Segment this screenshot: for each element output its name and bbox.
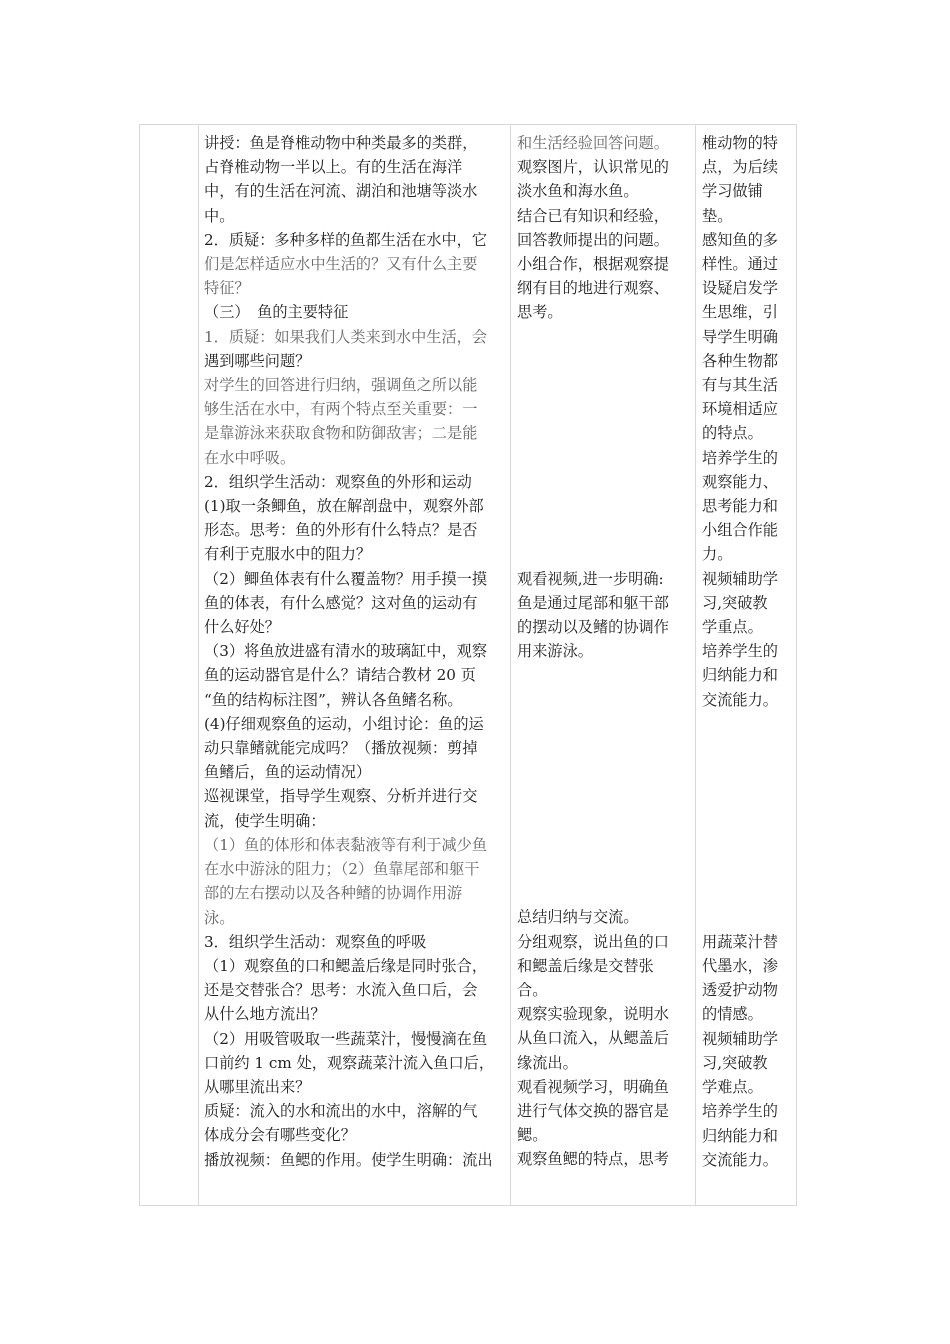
intent-text-line: 学难点。 <box>702 1078 763 1097</box>
intent-text-line: 培养学生的 <box>702 1102 778 1121</box>
intent-text-line: 用蔬菜汁替 <box>702 932 778 951</box>
teacher-text-line: 流，使学生明确： <box>204 811 326 830</box>
intent-text-line: 点，为后续 <box>702 158 778 177</box>
intent-text-line: 感知鱼的多 <box>702 230 778 249</box>
student-text-line: 鱼是通过尾部和躯干部 <box>517 593 669 612</box>
teacher-text-line: 动只靠鳍就能完成吗？（播放视频：剪掉 <box>204 739 478 758</box>
intent-text-line: 设疑启发学 <box>702 279 778 298</box>
design-intent-column <box>702 125 798 1205</box>
student-text-line: 合。 <box>517 981 548 1000</box>
student-text-line: 从鱼口流入，从鳃盖后 <box>517 1029 669 1048</box>
teacher-text-line: 1．质疑：如果我们人类来到水中生活，会 <box>204 327 488 346</box>
student-text-line: 和生活经验回答问题。 <box>517 134 669 152</box>
student-text-line: 观察实验现象，说明水 <box>517 1005 669 1024</box>
student-activity-block-3 <box>517 905 695 1171</box>
intent-text-line: 习,突破教 <box>702 1053 768 1072</box>
intent-text-line: 习,突破教 <box>702 593 768 612</box>
student-text-line: 观看视频,进一步明确: <box>517 569 664 588</box>
teacher-text-line: （1）鱼的体形和体表黏液等有利于减少鱼 <box>204 835 488 854</box>
teacher-text-line: 3．组织学生活动：观察鱼的呼吸 <box>204 932 427 951</box>
teacher-text-line: 泳。 <box>204 908 235 927</box>
teacher-text-line: 从哪里流出来？ <box>204 1077 311 1096</box>
intent-text-line: 视频辅助学 <box>702 569 778 588</box>
intent-text-line: 有与其生活 <box>702 376 778 395</box>
student-activity-block-1 <box>517 131 695 325</box>
teacher-text-line: 还是交替张合？思考：水流入鱼口后，会 <box>204 981 478 1000</box>
intent-text-line: 培养学生的 <box>702 642 778 661</box>
student-text-line: 观看视频学习，明确鱼 <box>517 1077 669 1096</box>
teacher-activity-text <box>204 131 510 1172</box>
intent-text-line: 生思维，引 <box>702 303 778 322</box>
teacher-text-line: 中。 <box>204 206 235 225</box>
column-divider <box>198 125 199 1205</box>
teacher-text-line: 鱼的运动器官是什么？请结合教材 20 页 <box>204 666 476 685</box>
student-text-line: 和鳃盖后缘是交替张 <box>517 956 654 975</box>
teacher-text-line: 讲授：鱼是脊椎动物中种类最多的类群， <box>204 134 478 152</box>
teacher-text-line: 形态。思考：鱼的外形有什么特点？是否 <box>204 521 478 540</box>
student-text-line: 纲有目的地进行观察、 <box>517 279 669 298</box>
intent-text-line: 透爱护动物 <box>702 981 778 1000</box>
intent-text-line: 视频辅助学 <box>702 1029 778 1048</box>
column-divider <box>510 125 511 1205</box>
intent-text-line: 垫。 <box>702 206 733 225</box>
student-text-line: 观察图片，认识常见的 <box>517 158 669 177</box>
teacher-text-line: （2）用吸管吸取一些蔬菜汁，慢慢滴在鱼 <box>204 1029 488 1048</box>
design-intent-block-1 <box>702 131 798 712</box>
intent-text-line: 交流能力。 <box>702 690 778 709</box>
teacher-text-line: 够生活在水中，有两个特点至关重要：一 <box>204 400 478 419</box>
intent-text-line: 培养学生的 <box>702 448 778 467</box>
intent-text-line: 学重点。 <box>702 618 763 637</box>
teacher-text-line: 特征？ <box>204 279 250 298</box>
intent-text-line: 导学生明确 <box>702 327 778 346</box>
intent-text-line: 的特点。 <box>702 424 763 443</box>
student-text-line: 进行气体交换的器官是 <box>517 1102 669 1121</box>
design-intent-block-2 <box>702 930 798 1172</box>
teacher-text-line: 在水中游泳的阻力；（2）鱼靠尾部和躯干 <box>204 860 480 879</box>
intent-text-line: 的情感。 <box>702 1005 763 1024</box>
teacher-text-line: 什么好处？ <box>204 618 280 637</box>
student-text-line: 鳃。 <box>517 1126 548 1145</box>
intent-text-line: 归纳能力和 <box>702 666 778 685</box>
intent-text-line: 归纳能力和 <box>702 1126 778 1145</box>
intent-text-line: 样性。通过 <box>702 255 778 274</box>
intent-text-line: 小组合作能 <box>702 521 778 540</box>
teacher-text-line: 们是怎样适应水中生活的？又有什么主要 <box>204 255 478 274</box>
student-text-line: 总结归纳与交流。 <box>517 908 639 927</box>
intent-text-line: 思考能力和 <box>702 497 778 516</box>
student-text-line: 结合已有知识和经验， <box>517 206 669 225</box>
intent-text-line: 椎动物的特 <box>702 134 778 152</box>
teacher-text-line: （1）观察鱼的口和鳃盖后缘是同时张合， <box>204 956 488 975</box>
empty-stage-column <box>140 125 198 1205</box>
teacher-text-line: 质疑：流入的水和流出的水中，溶解的气 <box>204 1102 478 1121</box>
teacher-text-line: 中，有的生活在河流、湖泊和池塘等淡水 <box>204 182 478 201</box>
teacher-activity-column <box>204 125 510 1205</box>
teacher-text-line: 占脊椎动物一半以上。有的生活在海洋 <box>204 158 463 177</box>
student-text-line: 回答教师提出的问题。 <box>517 230 669 249</box>
intent-text-line: 各种生物都 <box>702 351 778 370</box>
teacher-text-line: 体成分会有哪些变化？ <box>204 1126 356 1145</box>
intent-text-line: 交流能力。 <box>702 1150 778 1169</box>
teacher-text-line: “鱼的结构标注图”，辨认各鱼鳍名称。 <box>204 690 463 709</box>
teacher-text-line: 2．质疑：多种多样的鱼都生活在水中，它 <box>204 230 488 249</box>
teacher-text-line: 在水中呼吸。 <box>204 448 296 467</box>
teacher-text-line: 部的左右摆动以及各种鳍的协调作用游 <box>204 884 463 903</box>
teacher-text-line: 鱼鳍后，鱼的运动情况） <box>204 763 372 782</box>
student-text-line: 观察鱼鳃的特点，思考 <box>517 1150 669 1169</box>
teacher-text-line: 有利于克服水中的阻力？ <box>204 545 372 564</box>
teacher-text-line: (1)取一条鲫鱼，放在解剖盘中，观察外部 <box>204 497 484 516</box>
lesson-plan-table <box>139 124 797 1206</box>
student-text-line: 思考。 <box>517 303 563 322</box>
intent-text-line: 代墨水，渗 <box>702 957 778 976</box>
column-divider <box>695 125 696 1205</box>
student-text-line: 小组合作，根据观察提 <box>517 255 669 274</box>
teacher-text-line: （3）将鱼放进盛有清水的玻璃缸中，观察 <box>204 642 488 661</box>
student-text-line: 分组观察，说出鱼的口 <box>517 932 669 951</box>
teacher-text-line: 对学生的回答进行归纳，强调鱼之所以能 <box>204 376 478 395</box>
intent-text-line: 环境相适应 <box>702 400 778 419</box>
student-text-line: 用来游泳。 <box>517 642 593 661</box>
student-text-line: 缘流出。 <box>517 1053 578 1072</box>
teacher-text-line: 2．组织学生活动：观察鱼的外形和运动 <box>204 472 472 491</box>
student-text-line: 淡水鱼和海水鱼。 <box>517 182 639 201</box>
teacher-text-line: 口前约 1 cm 处，观察蔬菜汁流入鱼口后， <box>204 1053 495 1072</box>
teacher-text-line: 巡视课堂，指导学生观察、分析并进行交 <box>204 787 478 806</box>
teacher-text-line: 从什么地方流出？ <box>204 1005 326 1024</box>
teacher-text-line: 鱼的体表，有什么感觉？这对鱼的运动有 <box>204 593 478 612</box>
student-activity-column <box>517 125 695 1205</box>
student-text-line: 的摆动以及鳍的协调作 <box>517 618 669 637</box>
teacher-text-line: （2）鲫鱼体表有什么覆盖物？用手摸一摸 <box>204 569 488 588</box>
intent-text-line: 力。 <box>702 545 733 564</box>
teacher-text-line: (4)仔细观察鱼的运动，小组讨论：鱼的运 <box>204 714 484 733</box>
teacher-text-line: 遇到哪些问题？ <box>204 351 311 370</box>
teacher-text-line: 播放视频：鱼鳃的作用。使学生明确：流出 <box>204 1150 493 1169</box>
intent-text-line: 学习做铺 <box>702 182 763 201</box>
teacher-text-line: 是靠游泳来获取食物和防御敌害；二是能 <box>204 424 478 443</box>
student-activity-block-2 <box>517 567 695 664</box>
intent-text-line: 观察能力、 <box>702 472 778 491</box>
teacher-text-line: （三） 鱼的主要特征 <box>204 303 349 322</box>
